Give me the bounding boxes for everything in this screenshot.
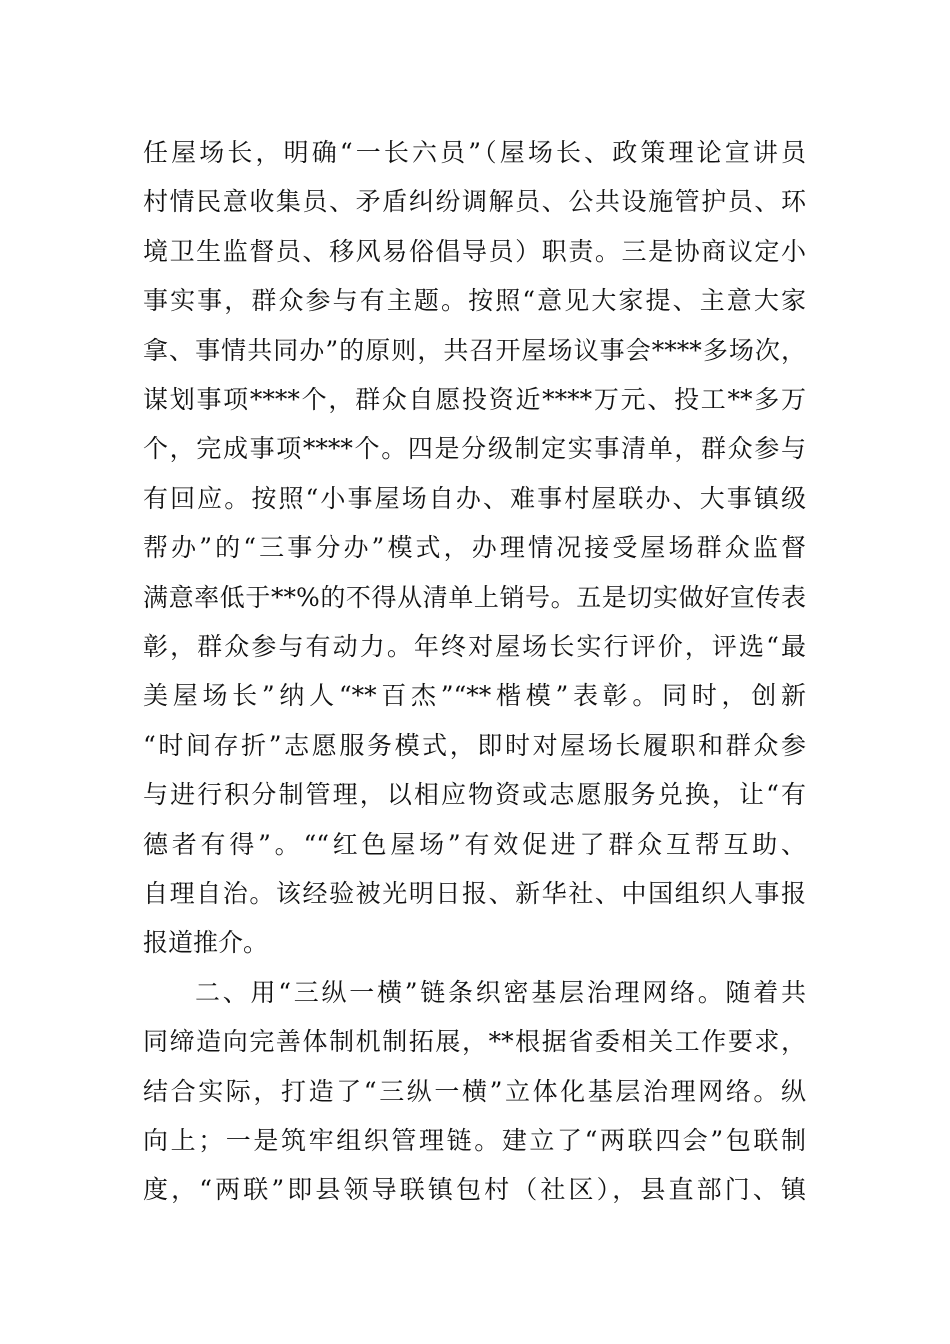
paragraph-2-line: 结合实际，打造了“三纵一横”立体化基层治理网络。纵: [143, 1076, 806, 1106]
paragraph-1-line: 报道推介。: [143, 928, 269, 958]
paragraph-1-line: 与进行积分制管理，以相应物资或志愿服务兑换，让“有: [143, 780, 806, 810]
paragraph-2-line: 同缔造向完善体制机制拓展，**根据省委相关工作要求，: [143, 1027, 806, 1057]
paragraph-1-line: 帮办”的“三事分办”模式，办理情况接受屋场群众监督: [143, 533, 806, 563]
paragraph-1-line: 任屋场长，明确“一长六员”（屋场长、政策理论宣讲员: [143, 138, 806, 167]
paragraph-1-line: 谋划事项****个，群众自愿投资近****万元、投工**多万: [143, 385, 806, 414]
paragraph-2-line: 度，“两联”即县领导联镇包村（社区），县直部门、镇: [143, 1175, 806, 1205]
paragraph-1-line: 事实事，群众参与有主题。按照“意见大家提、主意大家: [143, 286, 806, 316]
paragraph-1-line: 满意率低于**%的不得从清单上销号。五是切实做好宣传表: [143, 582, 806, 612]
paragraph-2-line: 向上；一是筑牢组织管理链。建立了“两联四会”包联制: [143, 1126, 806, 1155]
paragraph-1-line: 境卫生监督员、移风易俗倡导员）职责。三是协商议定小: [143, 236, 806, 266]
paragraph-1-line: “时间存折”志愿服务模式，即时对屋场长履职和群众参: [143, 730, 806, 760]
paragraph-1-line: 德者有得”。““红色屋场”有效促进了群众互帮互助、: [143, 829, 806, 859]
paragraph-1-line: 自理自治。该经验被光明日报、新华社、中国组织人事报: [143, 879, 806, 908]
paragraph-1-line: 拿、事情共同办”的原则，共召开屋场议事会****多场次，: [143, 335, 806, 365]
paragraph-1-line: 美屋场长”纳人“**百杰”“**楷模”表彰。同时，创新: [143, 681, 806, 711]
paragraph-1-line: 村情民意收集员、矛盾纠纷调解员、公共设施管护员、环: [143, 187, 806, 217]
paragraph-2-line: 二、用“三纵一横”链条织密基层治理网络。随着共: [195, 977, 806, 1007]
paragraph-1-line: 彰，群众参与有动力。年终对屋场长实行评价，评选“最: [143, 632, 806, 661]
paragraph-1-line: 个，完成事项****个。四是分级制定实事清单，群众参与: [143, 434, 806, 464]
paragraph-1-line: 有回应。按照“小事屋场自办、难事村屋联办、大事镇级: [143, 483, 806, 513]
